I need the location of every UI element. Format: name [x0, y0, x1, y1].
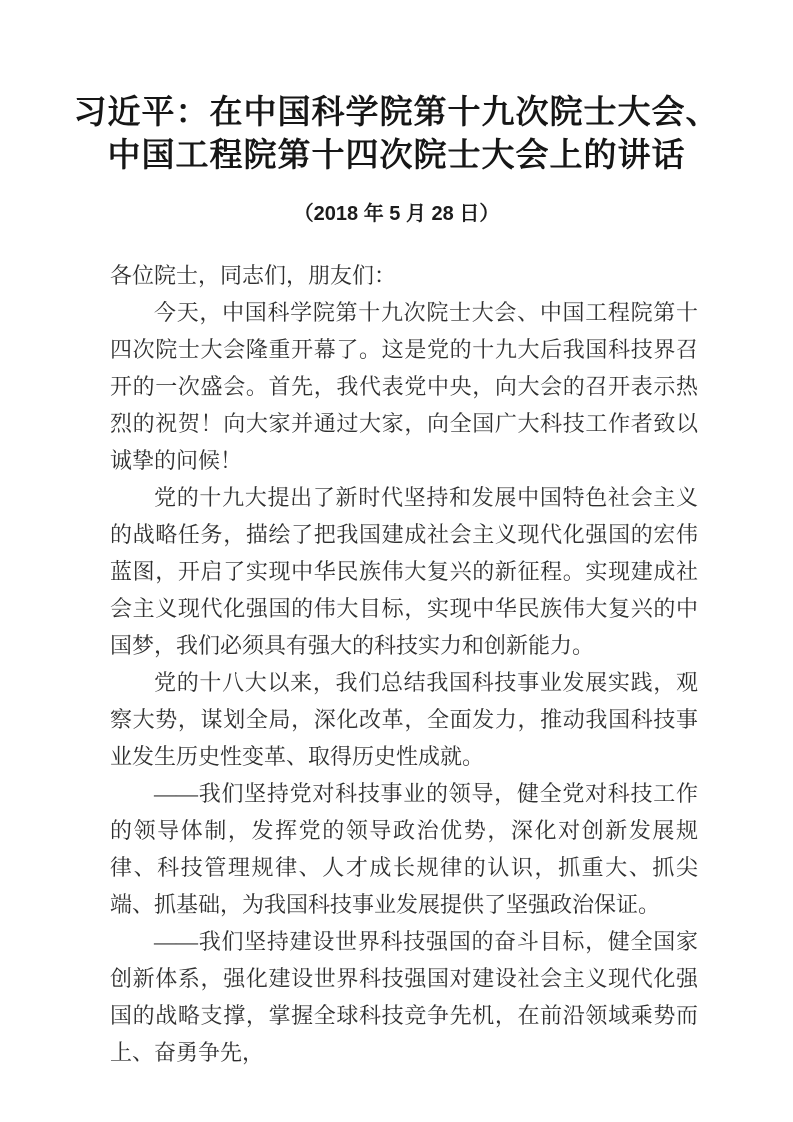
document-title-line1: 习近平：在中国科学院第十九次院士大会、: [73, 93, 720, 130]
paragraph: 今天，中国科学院第十九次院士大会、中国工程院第十四次院士大会隆重开幕了。这是党的十九大后我国科技界召开的一次盛会。首先，我代表党中央，向大会的召开表示热烈的祝贺！向大家并通过大家，向全国广大科技工作者致以诚挚的问候！: [110, 300, 698, 473]
document-body: [110, 257, 698, 1071]
paragraph: 党的十八大以来，我们总结我国科技事业发展实践，观察大势，谋划全局，深化改革，全面发力，推动我国科技事业发生历史性变革、取得历史性成就。: [110, 670, 698, 769]
document-title: [67, 0, 727, 176]
paragraph: ——我们坚持党对科技事业的领导，健全党对科技工作的领导体制，发挥党的领导政治优势，深化对创新发展规律、科技管理规律、人才成长规律的认识，抓重大、抓尖端、抓基础，为我国科技事业发展提供了坚强政治保证。: [110, 781, 698, 917]
paragraph-salutation: 各位院士，同志们，朋友们：: [110, 263, 397, 288]
paragraph: 党的十九大提出了新时代坚持和发展中国特色社会主义的战略任务，描绘了把我国建成社会主义现代化强国的宏伟蓝图，开启了实现中华民族伟大复兴的新征程。实现建成社会主义现代化强国的伟大目标，实现中华民族伟大复兴的中国梦，我们必须具有强大的科技实力和创新能力。: [110, 485, 698, 658]
document-title-line2: 中国工程院第十四次院士大会上的讲话: [107, 136, 686, 173]
document-date: （2018 年 5 月 28 日）: [293, 203, 500, 225]
paragraph: ——我们坚持建设世界科技强国的奋斗目标，健全国家创新体系，强化建设世界科技强国对建设社会主义现代化强国的战略支撑，掌握全球科技竞争先机，在前沿领域乘势而上、奋勇争先，: [110, 929, 698, 1065]
